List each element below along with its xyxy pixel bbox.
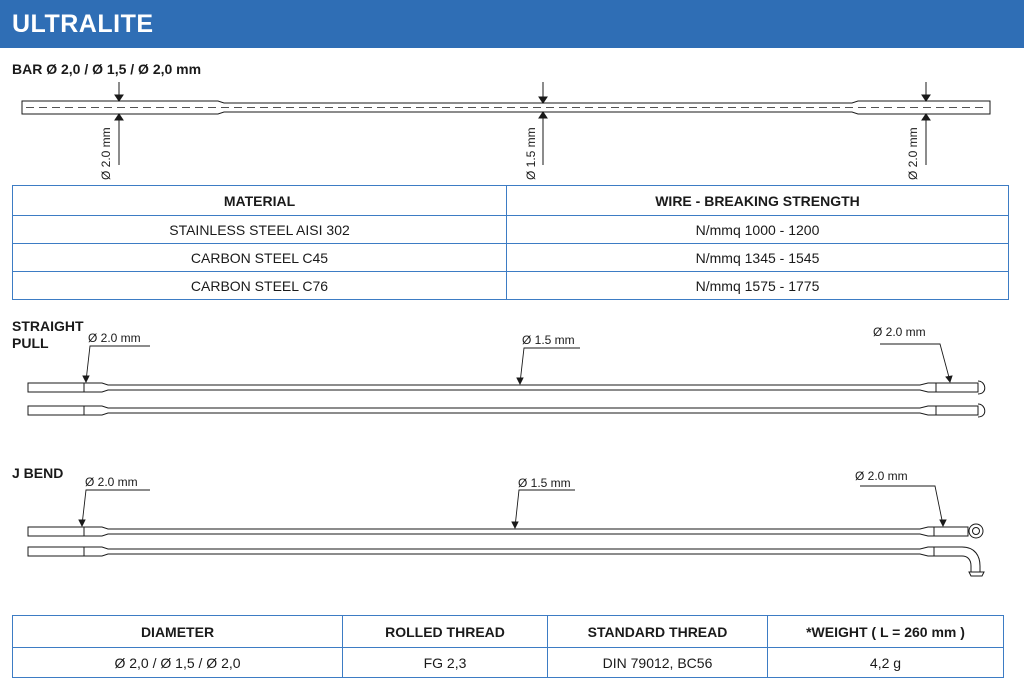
diameter-value: Ø 2,0 / Ø 1,5 / Ø 2,0 <box>13 648 343 678</box>
spec-table <box>12 615 1004 678</box>
j-bend-dim-left: Ø 2.0 mm <box>85 475 138 489</box>
standard-thread-value: DIN 79012, BC56 <box>548 648 768 678</box>
bar-dim-mid: Ø 1.5 mm <box>524 127 538 180</box>
straight-pull-label-line1: STRAIGHT <box>12 318 84 334</box>
table-row <box>13 648 1004 678</box>
bar-dim-left: Ø 2.0 mm <box>99 127 113 180</box>
rolled-thread-value: FG 2,3 <box>343 648 548 678</box>
j-bend-dim-right: Ø 2.0 mm <box>855 469 908 483</box>
j-bend-spoke-top <box>28 524 983 538</box>
j-bend-dim-mid: Ø 1.5 mm <box>518 476 571 490</box>
bar-label: BAR Ø 2,0 / Ø 1,5 / Ø 2,0 mm <box>12 61 202 77</box>
material-table <box>12 185 1009 300</box>
material-cell: CARBON STEEL C76 <box>13 272 507 300</box>
material-header: MATERIAL <box>13 186 507 216</box>
material-cell: CARBON STEEL C45 <box>13 244 507 272</box>
straight-pull-dim-mid: Ø 1.5 mm <box>522 333 575 347</box>
straight-pull-label-line2: PULL <box>12 335 49 351</box>
straight-pull-spoke-bottom <box>28 404 985 417</box>
weight-header: *WEIGHT ( L = 260 mm ) <box>768 616 1004 648</box>
standard-thread-header: STANDARD THREAD <box>548 616 768 648</box>
bar-dim-right: Ø 2.0 mm <box>906 127 920 180</box>
bar-dimension-markers <box>115 82 930 165</box>
diameter-header: DIAMETER <box>13 616 343 648</box>
straight-pull-leaders <box>83 344 952 384</box>
straight-pull-dim-left: Ø 2.0 mm <box>88 331 141 345</box>
bar-drawing <box>22 101 990 114</box>
j-bend-label: J BEND <box>12 465 64 481</box>
weight-value: 4,2 g <box>768 648 1004 678</box>
straight-pull-dim-right: Ø 2.0 mm <box>873 325 926 339</box>
material-cell: STAINLESS STEEL AISI 302 <box>13 216 507 244</box>
j-bend-leaders <box>79 486 946 528</box>
strength-header: WIRE - BREAKING STRENGTH <box>507 186 1009 216</box>
straight-pull-spoke-top <box>28 381 985 394</box>
table-row <box>13 244 1009 272</box>
page-title: ULTRALITE <box>12 10 154 38</box>
j-bend-spoke-bottom <box>28 547 984 576</box>
strength-cell: N/mmq 1000 - 1200 <box>507 216 1009 244</box>
strength-cell: N/mmq 1345 - 1545 <box>507 244 1009 272</box>
strength-cell: N/mmq 1575 - 1775 <box>507 272 1009 300</box>
table-row <box>13 216 1009 244</box>
rolled-thread-header: ROLLED THREAD <box>343 616 548 648</box>
table-row <box>13 272 1009 300</box>
